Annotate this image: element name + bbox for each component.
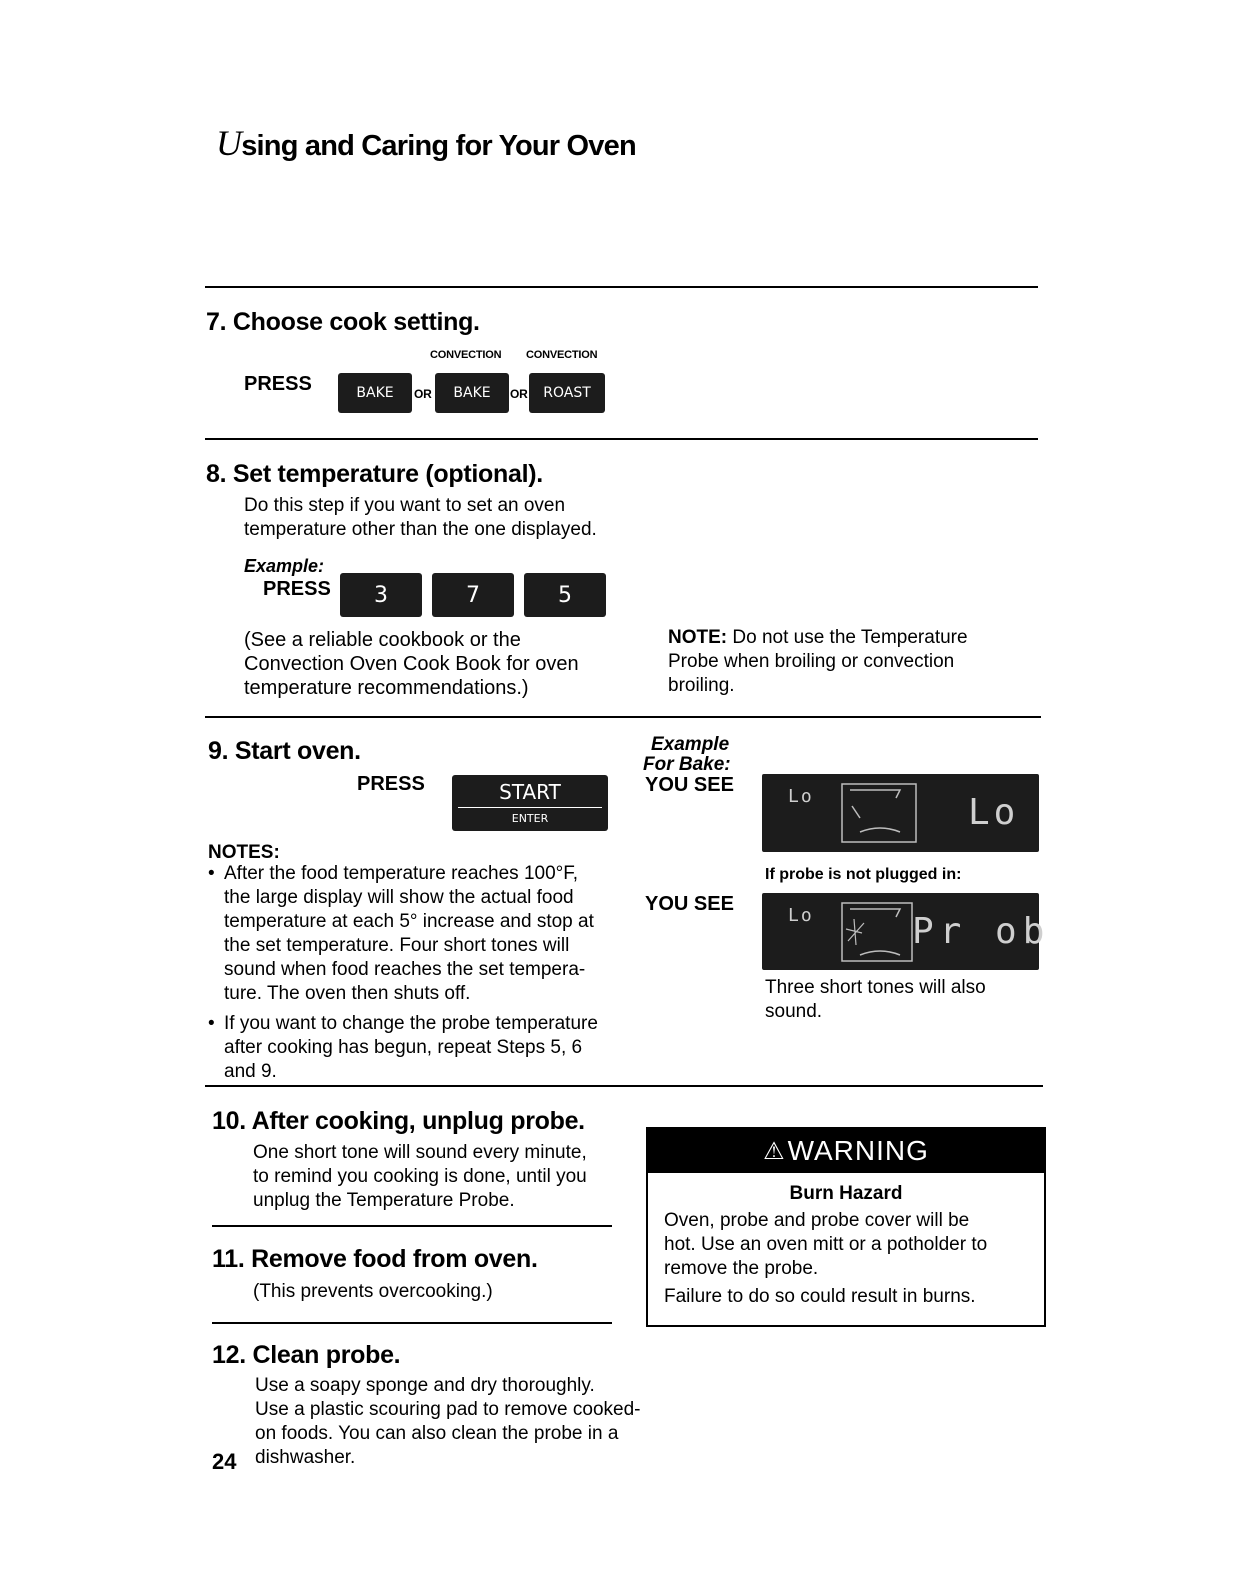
step8-desc-line: Do this step if you want to set an oven xyxy=(244,495,566,516)
warning-header-text: WARNING xyxy=(787,1135,929,1166)
see-line: (See a reliable cookbook or the xyxy=(244,629,521,651)
list-item xyxy=(208,1012,628,1084)
tones-note xyxy=(765,976,986,1024)
step12-line: dishwasher. xyxy=(255,1447,356,1468)
title-rest: sing and Caring for Your Oven xyxy=(241,130,636,162)
warning-triangle-icon: ⚠ xyxy=(763,1137,786,1165)
bullet-icon: • xyxy=(208,1013,215,1034)
step10-line: to remind you cooking is done, until you xyxy=(253,1166,587,1187)
note-text: broiling. xyxy=(668,675,735,696)
warning-line: Oven, probe and probe cover will be xyxy=(664,1210,970,1231)
page-title xyxy=(216,122,636,164)
note-text: Probe when broiling or convection xyxy=(668,651,955,672)
display-large-readout: Lo xyxy=(968,792,1020,833)
or-label-2: OR xyxy=(510,387,528,401)
display-small-readout: Lo xyxy=(788,905,814,926)
warning-line: remove the probe. xyxy=(664,1258,819,1279)
convection-roast-button[interactable]: ROAST xyxy=(529,373,605,413)
enter-label: ENTER xyxy=(511,812,549,825)
step9-title: 9. Start oven. xyxy=(208,737,361,765)
note-line: after cooking has begun, repeat Steps 5, 6 xyxy=(224,1037,583,1058)
title-initial: U xyxy=(216,123,242,163)
list-item xyxy=(208,862,628,1006)
divider xyxy=(212,1225,612,1227)
convection-label-2: CONVECTION xyxy=(526,349,598,361)
oven-display-no-probe xyxy=(762,893,1051,970)
note-line: the set temperature. Four short tones will xyxy=(224,935,570,956)
step10-line: One short tone will sound every minute, xyxy=(253,1142,587,1163)
note-line: the large display will show the actual food xyxy=(224,887,574,908)
note-label: NOTE: xyxy=(668,627,728,648)
oven-flash-icon xyxy=(840,899,920,965)
note-line: sound when food reaches the set tempera- xyxy=(224,959,586,980)
divider xyxy=(205,1085,1043,1087)
for-bake-label: For Bake: xyxy=(643,754,731,775)
divider xyxy=(205,438,1038,440)
bake-button[interactable]: BAKE xyxy=(338,373,412,413)
note-line: If you want to change the probe temperature xyxy=(224,1013,598,1034)
step10-title: 10. After cooking, unplug probe. xyxy=(212,1107,585,1135)
number-7-button[interactable]: 7 xyxy=(432,573,514,617)
step8-title: 8. Set temperature (optional). xyxy=(206,460,543,488)
divider xyxy=(212,1322,612,1324)
page-number: 24 xyxy=(212,1449,237,1474)
note-line: and 9. xyxy=(224,1061,277,1082)
warning-subtitle: Burn Hazard xyxy=(789,1183,903,1204)
number-5-button[interactable]: 5 xyxy=(524,573,606,617)
oven-display xyxy=(762,774,1039,852)
divider xyxy=(205,286,1038,288)
bullet-icon: • xyxy=(208,863,215,884)
oven-icon xyxy=(840,780,920,846)
step8-desc-line: temperature other than the one displayed. xyxy=(244,519,597,540)
step9-press-label: PRESS xyxy=(357,773,425,795)
warning-box xyxy=(646,1127,1046,1327)
warning-line: hot. Use an oven mitt or a potholder to xyxy=(664,1234,988,1255)
step7-press-label: PRESS xyxy=(244,373,312,395)
warning-line: Failure to do so could result in burns. xyxy=(664,1286,976,1307)
display-large-readout: Pr ob xyxy=(912,911,1051,952)
number-3-button[interactable]: 3 xyxy=(340,573,422,617)
step12-text xyxy=(255,1374,640,1470)
step8-press-label: PRESS xyxy=(263,578,331,600)
divider xyxy=(205,716,1041,718)
step8-note xyxy=(668,626,968,698)
step11-text: (This prevents overcooking.) xyxy=(253,1281,493,1302)
notes-list xyxy=(208,862,628,1084)
warning-header xyxy=(648,1129,1044,1173)
example-label: Example: xyxy=(244,556,325,576)
you-see-label: YOU SEE xyxy=(645,893,734,915)
note-line: After the food temperature reaches 100°F, xyxy=(224,863,579,884)
tones-line: sound. xyxy=(765,1001,823,1022)
start-label: START xyxy=(499,780,561,804)
note-text: Do not use the Temperature xyxy=(727,627,968,648)
or-label-1: OR xyxy=(414,387,432,401)
step8-see-note xyxy=(244,628,579,700)
start-divider xyxy=(458,807,602,808)
step12-line: Use a plastic scouring pad to remove cooked- xyxy=(255,1399,641,1420)
probe-caption: If probe is not plugged in: xyxy=(765,866,962,883)
example-for-bake xyxy=(643,735,731,775)
note-line: temperature at each 5° increase and stop at xyxy=(224,911,594,932)
convection-bake-button[interactable]: BAKE xyxy=(435,373,509,413)
see-line: Convection Oven Cook Book for oven xyxy=(244,653,579,675)
start-button[interactable] xyxy=(452,775,608,831)
step12-line: on foods. You can also clean the probe in a xyxy=(255,1423,619,1444)
see-line: temperature recommendations.) xyxy=(244,677,529,699)
example-label: Example xyxy=(651,734,730,755)
step11-title: 11. Remove food from oven. xyxy=(212,1245,538,1273)
step7-title: 7. Choose cook setting. xyxy=(206,308,480,336)
note-line: ture. The oven then shuts off. xyxy=(224,983,471,1004)
display-small-readout: Lo xyxy=(788,786,814,807)
step10-line: unplug the Temperature Probe. xyxy=(253,1190,515,1211)
warning-body xyxy=(648,1209,1044,1309)
step12-line: Use a soapy sponge and dry thoroughly. xyxy=(255,1375,595,1396)
step12-title: 12. Clean probe. xyxy=(212,1341,401,1369)
convection-label-1: CONVECTION xyxy=(430,349,502,361)
tones-line: Three short tones will also xyxy=(765,977,986,998)
step8-desc xyxy=(244,494,597,542)
you-see-label: YOU SEE xyxy=(645,774,734,796)
notes-label: NOTES: xyxy=(208,842,280,863)
step10-text xyxy=(253,1141,587,1213)
